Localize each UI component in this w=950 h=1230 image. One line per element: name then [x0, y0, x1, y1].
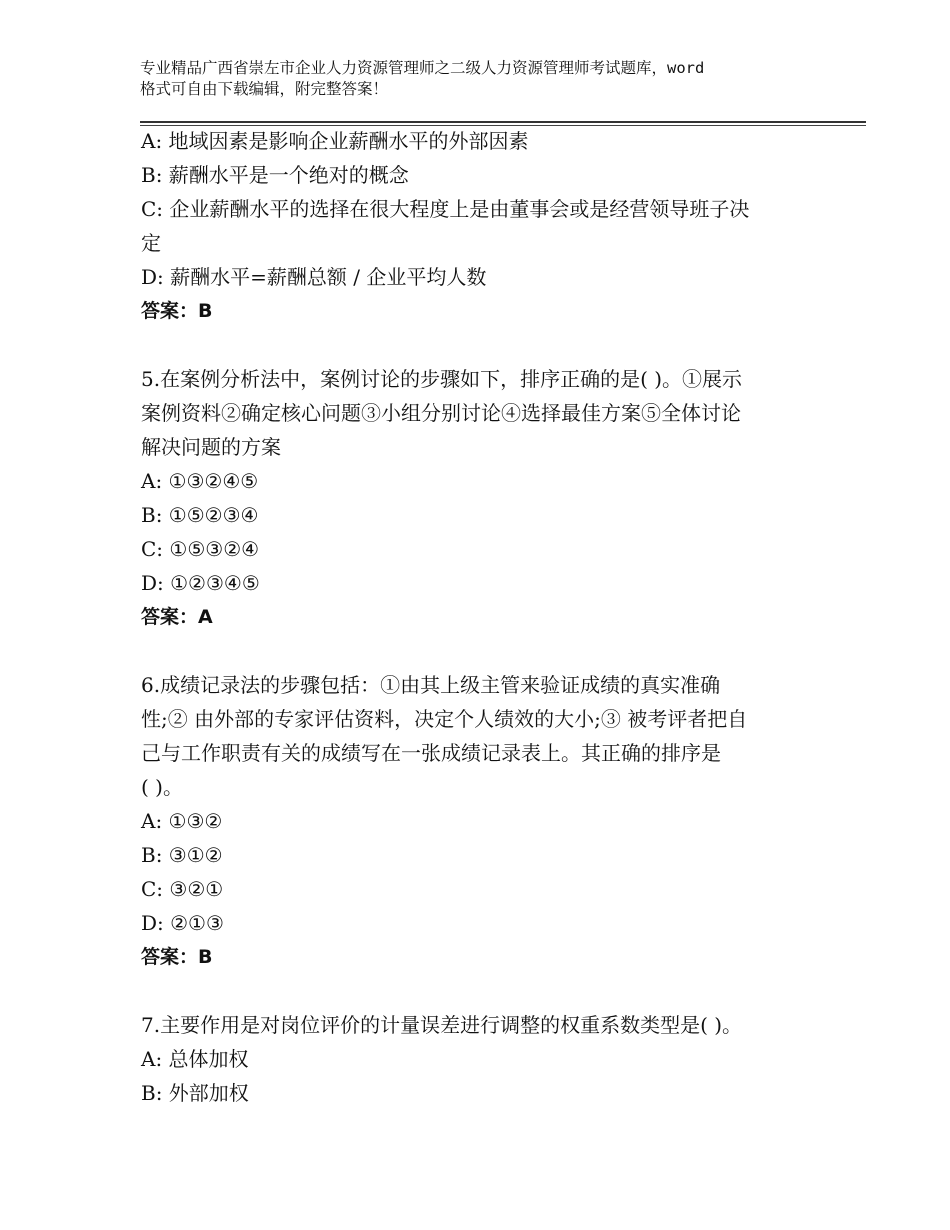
- option-b: B: 薪酬水平是一个绝对的概念: [141, 163, 409, 187]
- question-7: [141, 1008, 811, 1110]
- question-6: [141, 668, 811, 974]
- header-divider-thick: [140, 121, 866, 123]
- option-a: A: ①③②④⑤: [141, 469, 259, 493]
- option-a: A: 总体加权: [141, 1047, 249, 1071]
- question-stem: 5.在案例分析法中，案例讨论的步骤如下，排序正确的是( )。①展示: [141, 367, 743, 391]
- option-c: C: ①⑤③②④: [141, 537, 260, 561]
- option-d: D: ①②③④⑤: [141, 571, 260, 595]
- option-c: C: 企业薪酬水平的选择在很大程度上是由董事会或是经营领导班子决: [141, 197, 750, 221]
- option-b: B: ③①②: [141, 843, 223, 867]
- question-4: [141, 124, 811, 328]
- question-stem: 7.主要作用是对岗位评价的计量误差进行调整的权重系数类型是( )。: [141, 1013, 743, 1037]
- option-a: A: 地域因素是影响企业薪酬水平的外部因素: [141, 129, 529, 153]
- answer: 答案：A: [141, 606, 213, 628]
- option-d: D: ②①③: [141, 911, 224, 935]
- question-stem: 己与工作职责有关的成绩写在一张成绩记录表上。其正确的排序是: [141, 741, 721, 765]
- answer: 答案：B: [141, 300, 213, 322]
- option-b: B: 外部加权: [141, 1081, 249, 1105]
- answer: 答案：B: [141, 946, 213, 968]
- option-c: C: ③②①: [141, 877, 224, 901]
- option-b: B: ①⑤②③④: [141, 503, 259, 527]
- option-a: A: ①③②: [141, 809, 223, 833]
- document-header: 专业精品广西省崇左市企业人力资源管理师之二级人力资源管理师考试题库，word 格式可自由下载编辑，附完整答案！: [140, 59, 705, 98]
- question-list: [141, 124, 811, 1110]
- question-stem: 解决问题的方案: [141, 435, 281, 459]
- question-gap: [141, 634, 811, 668]
- question-stem: 6.成绩记录法的步骤包括：①由其上级主管来验证成绩的真实准确: [141, 673, 721, 697]
- option-c-continued: 定: [141, 231, 161, 255]
- question-gap: [141, 328, 811, 362]
- question-stem: 性;② 由外部的专家评估资料，决定个人绩效的大小;③ 被考评者把自: [141, 707, 748, 731]
- question-stem: ( )。: [141, 775, 183, 799]
- question-5: [141, 362, 811, 634]
- question-stem: 案例资料②确定核心问题③小组分别讨论④选择最佳方案⑤全体讨论: [141, 401, 741, 425]
- question-gap: [141, 974, 811, 1008]
- option-d: D: 薪酬水平=薪酬总额 / 企业平均人数: [141, 265, 487, 289]
